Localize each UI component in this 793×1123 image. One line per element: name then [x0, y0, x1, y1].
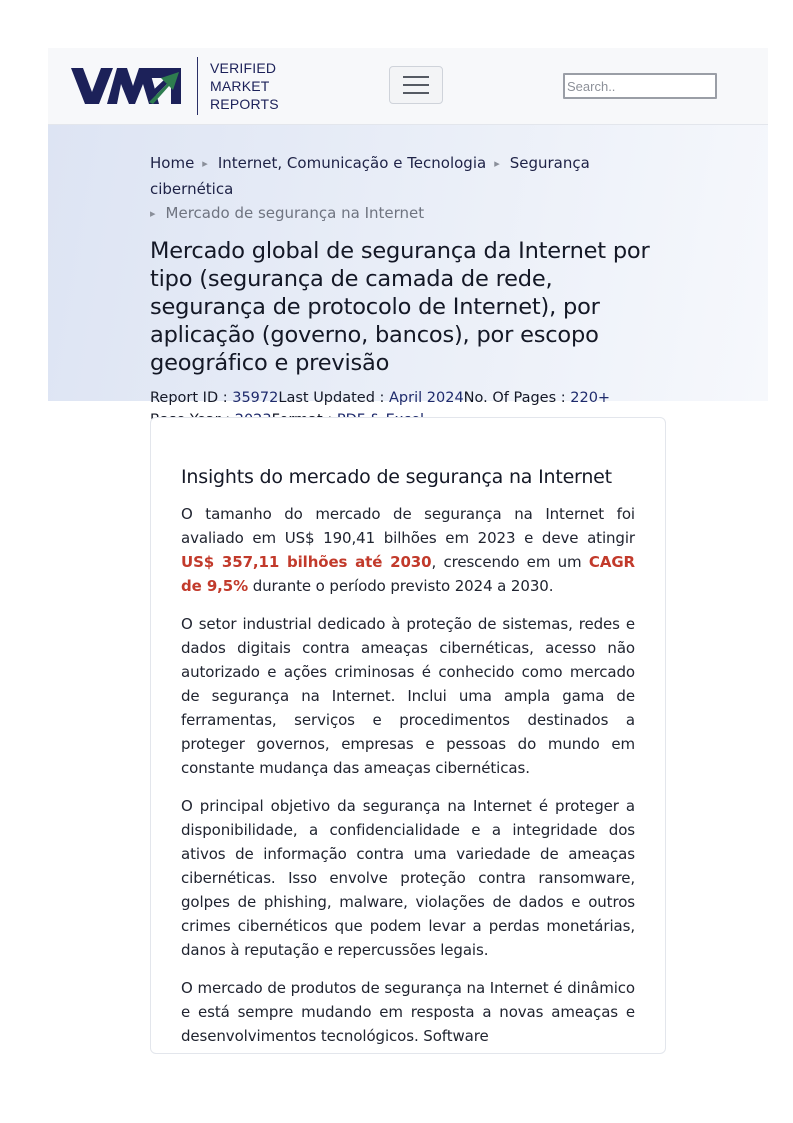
insights-text: durante o período previsto 2024 a 2030.: [248, 577, 554, 595]
insights-paragraph: [181, 502, 635, 598]
breadcrumb-subcategory[interactable]: Segurança cibernética: [150, 154, 590, 198]
last-updated-label: Last Updated :: [278, 390, 390, 406]
site-header: [48, 48, 768, 125]
logo-line-reports: REPORTS: [210, 96, 279, 112]
insights-paragraph: O setor industrial dedicado à proteção de sistemas, redes e dados digitais contra ameaças cibernéticas, acesso não autorizado e ações criminosas é conhecido como mercado de segurança na Internet. Inclui uma ampla gama de ferramentas, serviços e procedimentos destinados a proteger governos, empresas e pessoas do mundo em constante mudança das ameaças cibernéticas.: [181, 615, 635, 777]
insights-card: [150, 417, 666, 1054]
report-title: Mercado global de segurança da Internet por tipo (segurança de camada de rede, segurança de protocolo de Internet), por aplicação (governo, bancos), por escopo geográfico e previsão: [150, 238, 650, 376]
report-hero: [48, 125, 768, 406]
hamburger-menu-button[interactable]: [389, 66, 443, 104]
breadcrumb-category[interactable]: Internet, Comunicação e Tecnologia: [217, 154, 487, 172]
cagr-highlight: CAGR de 9,5%: [181, 553, 635, 595]
logo-line-market: MARKET: [210, 78, 270, 94]
report-id-label: Report ID :: [150, 390, 233, 406]
insights-paragraph: O principal objetivo da segurança na Internet é proteger a disponibilidade, a confidencialidade e a integridade dos ativos de informação contra uma variedade de ameaças cibernéticas. Isso envolve proteção contra ransomware, golpes de phishing, malware, violações de dados e outros crimes cibernéticos que podem levar a perdas monetárias, danos à reputação e repercussões legais.: [181, 797, 635, 959]
search-input[interactable]: [563, 73, 717, 99]
report-id-value: 35972: [232, 390, 279, 406]
logo-wordmark: [210, 59, 279, 113]
breadcrumb-current: Mercado de segurança na Internet: [165, 204, 425, 222]
breadcrumb: [150, 151, 670, 227]
insights-text: O tamanho do mercado de segurança na Internet foi avaliado em US$ 190,41 bilhões em 2023 e deve atingir: [181, 505, 635, 547]
vmr-logo[interactable]: [71, 57, 279, 115]
logo-line-verified: VERIFIED: [210, 60, 277, 76]
page: [48, 48, 768, 1045]
breadcrumb-home[interactable]: Home: [150, 154, 195, 172]
last-updated-value: April 2024: [389, 390, 464, 406]
insights-paragraph: O mercado de produtos de segurança na Internet é dinâmico e está sempre mudando em resposta a novas ameaças e desenvolvimentos tecnológicos. Software: [181, 979, 635, 1045]
pages-value: 220+: [570, 390, 611, 406]
report-meta-line-1: [150, 387, 670, 409]
pages-label: No. Of Pages :: [463, 390, 571, 406]
hamburger-icon-bar: [403, 92, 429, 94]
hamburger-icon-bar: [403, 76, 429, 78]
chevron-right-icon: ▸: [150, 207, 156, 220]
market-size-highlight: US$ 357,11 bilhões até 2030: [181, 553, 432, 571]
insights-text: , crescendo em um: [431, 553, 589, 571]
chevron-right-icon: ▸: [494, 157, 500, 170]
insights-heading: Insights do mercado de segurança na Internet: [181, 466, 612, 488]
chevron-right-icon: ▸: [202, 157, 208, 170]
logo-divider: [197, 57, 198, 115]
vmr-logo-mark: [71, 66, 183, 106]
hamburger-icon-bar: [403, 84, 429, 86]
